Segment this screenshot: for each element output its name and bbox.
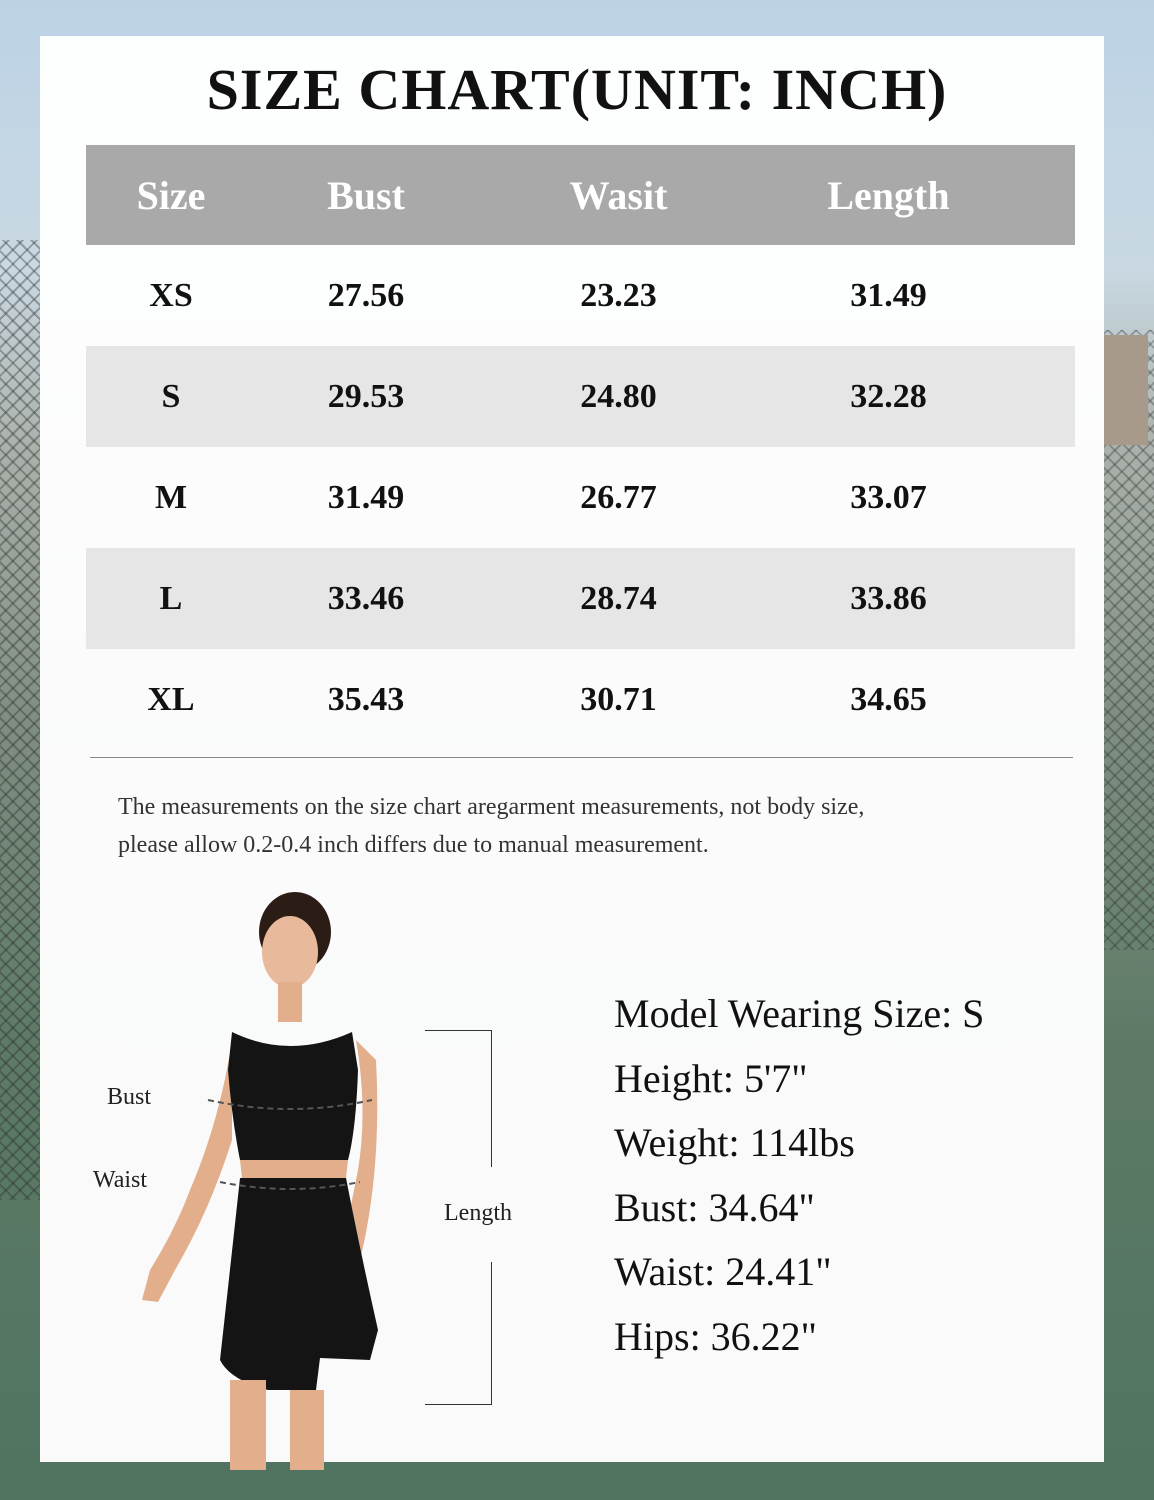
table-row: [86, 649, 1075, 750]
model-size: Model Wearing Size: S: [614, 991, 985, 1036]
cell-waist: 28.74: [580, 579, 657, 617]
cell-length: 33.07: [850, 478, 927, 516]
cell-length: 31.49: [850, 276, 927, 314]
cell-size: XL: [147, 680, 195, 718]
model-photo: [120, 890, 380, 1470]
measurement-note: [118, 788, 1038, 864]
table-header: [86, 145, 1075, 245]
cell-waist: 30.71: [580, 680, 657, 718]
cell-size: M: [154, 478, 188, 516]
table-divider: [90, 757, 1073, 758]
background-house: [1104, 335, 1148, 445]
bust-label: Bust: [107, 1084, 152, 1110]
cell-waist: 26.77: [580, 478, 657, 516]
model-hips: Hips: 36.22": [614, 1313, 818, 1359]
model-weight: Weight: 114lbs: [614, 1120, 855, 1165]
header-length: Length: [827, 172, 950, 218]
length-bracket-bottom: [425, 1262, 492, 1405]
header-size: Size: [136, 172, 206, 218]
cell-bust: 33.46: [327, 579, 405, 617]
model-info: [614, 982, 1084, 1369]
cell-bust: 27.56: [327, 276, 405, 314]
header-bust: Bust: [327, 172, 405, 218]
cell-waist: 23.23: [580, 276, 657, 314]
cell-size: L: [159, 579, 183, 617]
table-row: [86, 245, 1075, 346]
background-fence-left: [0, 240, 40, 1200]
table-row: [86, 346, 1075, 447]
model-height: Height: 5'7": [614, 1055, 808, 1101]
cell-length: 33.86: [850, 579, 927, 617]
cell-length: 34.65: [850, 680, 927, 718]
table-row: [86, 447, 1075, 548]
cell-bust: 29.53: [327, 377, 405, 415]
cell-bust: 31.49: [327, 478, 405, 516]
length-bracket-top: [425, 1030, 492, 1167]
waist-label: Waist: [93, 1167, 148, 1193]
note-line: please allow 0.2-0.4 inch differs due to manual measurement.: [118, 832, 709, 858]
model-waist: Waist: 24.41": [614, 1249, 832, 1294]
note-line: The measurements on the size chart aregarment measurements, not body size,: [118, 794, 865, 820]
length-label: Length: [444, 1200, 512, 1226]
cell-length: 32.28: [850, 377, 927, 415]
table-row: [86, 548, 1075, 649]
header-waist: Wasit: [569, 172, 668, 218]
page-title: SIZE CHART(UNIT: INCH): [206, 57, 948, 122]
cell-waist: 24.80: [580, 377, 657, 415]
model-bust: Bust: 34.64": [614, 1184, 815, 1230]
cell-size: XS: [149, 276, 193, 314]
size-table: [86, 145, 1075, 750]
cell-bust: 35.43: [327, 680, 405, 718]
cell-size: S: [161, 377, 181, 415]
